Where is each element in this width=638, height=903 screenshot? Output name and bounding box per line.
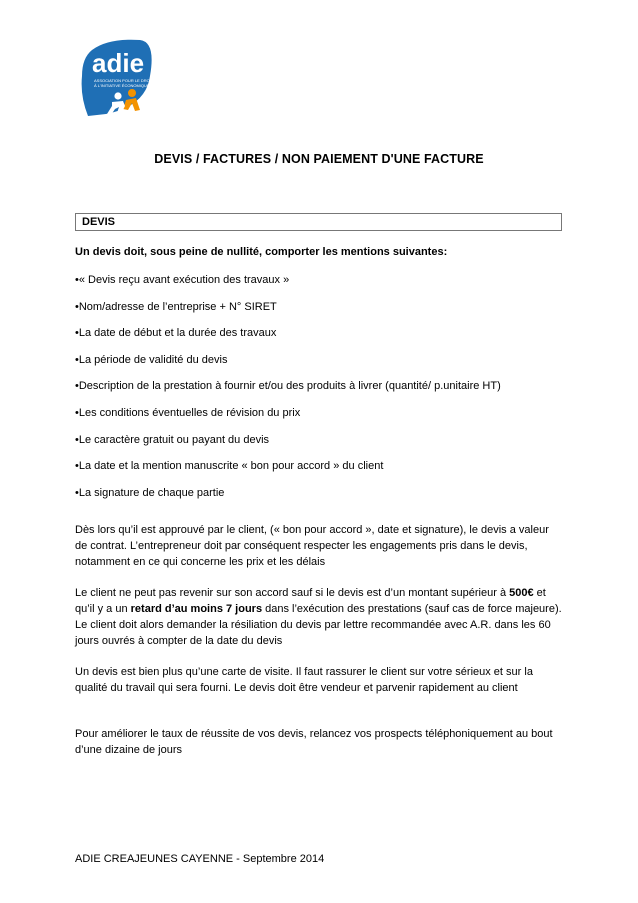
list-item: •Nom/adresse de l’entreprise + N° SIRET	[75, 300, 277, 313]
list-item: •Les conditions éventuelles de révision du prix	[75, 406, 301, 419]
paragraph-business-card: Un devis est bien plus qu’une carte de visite. Il faut rassurer le client sur votre sérieux et sur la qualité du travail qui sera fourni. Le devis doit être vendeur et parvenir rapidement au client	[75, 666, 533, 694]
mentions-intro: Un devis doit, sous peine de nullité, comporter les mentions suivantes:	[75, 246, 448, 258]
page-footer: ADIE CREAJEUNES CAYENNE - Septembre 2014	[75, 853, 325, 865]
paragraph-contract-value: Dès lors qu’il est approuvé par le client, (« bon pour accord », date et signature), le devis a valeur de contrat. L’entrepreneur doit par conséquent respecter les engagements pris dans le devis, notamment en ce qui concerne les prix et les délais	[75, 524, 549, 568]
paragraph-text: Le client ne peut pas revenir sur son accord sauf si le devis est d’un montant supérieur à	[75, 587, 510, 599]
paragraph-follow-up: Pour améliorer le taux de réussite de vos devis, relancez vos prospects téléphoniquement au bout d’une dizaine de jours	[75, 728, 553, 756]
paragraph-text: dans l’exécution des prestations (sauf cas de force majeure). Le client doit alors demander la résiliation du devis par lettre recommandée avec A.R. dans les 60 jours ouvrés à compter de la date du devis	[75, 603, 562, 647]
paragraph-text: et qu’il y a un	[75, 587, 546, 615]
list-item: •La date et la mention manuscrite « bon pour accord » du client	[75, 460, 384, 473]
list-item: •La date de début et la durée des travaux	[75, 327, 277, 340]
logo-brand-text: adie	[92, 48, 145, 78]
adie-logo-graphic	[78, 36, 160, 116]
amount-threshold: 500€	[509, 587, 534, 599]
adie-logo	[78, 36, 160, 116]
paragraph-cancellation	[75, 585, 563, 649]
logo-tagline-2: À L'INITIATIVE ÉCONOMIQUE	[94, 83, 150, 88]
list-item: •Le caractère gratuit ou payant du devis	[75, 433, 270, 446]
section-heading-box	[75, 213, 562, 231]
list-item: •Description de la prestation à fournir et/ou des produits à livrer (quantité/ p.unitaire HT)	[75, 380, 501, 393]
list-item: •La période de validité du devis	[75, 353, 228, 366]
page-title: DEVIS / FACTURES / NON PAIEMENT D'UNE FACTURE	[154, 152, 484, 166]
list-item: •« Devis reçu avant exécution des travaux »	[75, 274, 290, 286]
delay-threshold: retard d’au moins 7 jours	[130, 603, 263, 615]
mentions-list	[75, 273, 575, 512]
logo-tagline-1: ASSOCIATION POUR LE DROIT	[94, 78, 154, 83]
list-item: •La signature de chaque partie	[75, 486, 225, 499]
section-heading: DEVIS	[82, 216, 116, 228]
